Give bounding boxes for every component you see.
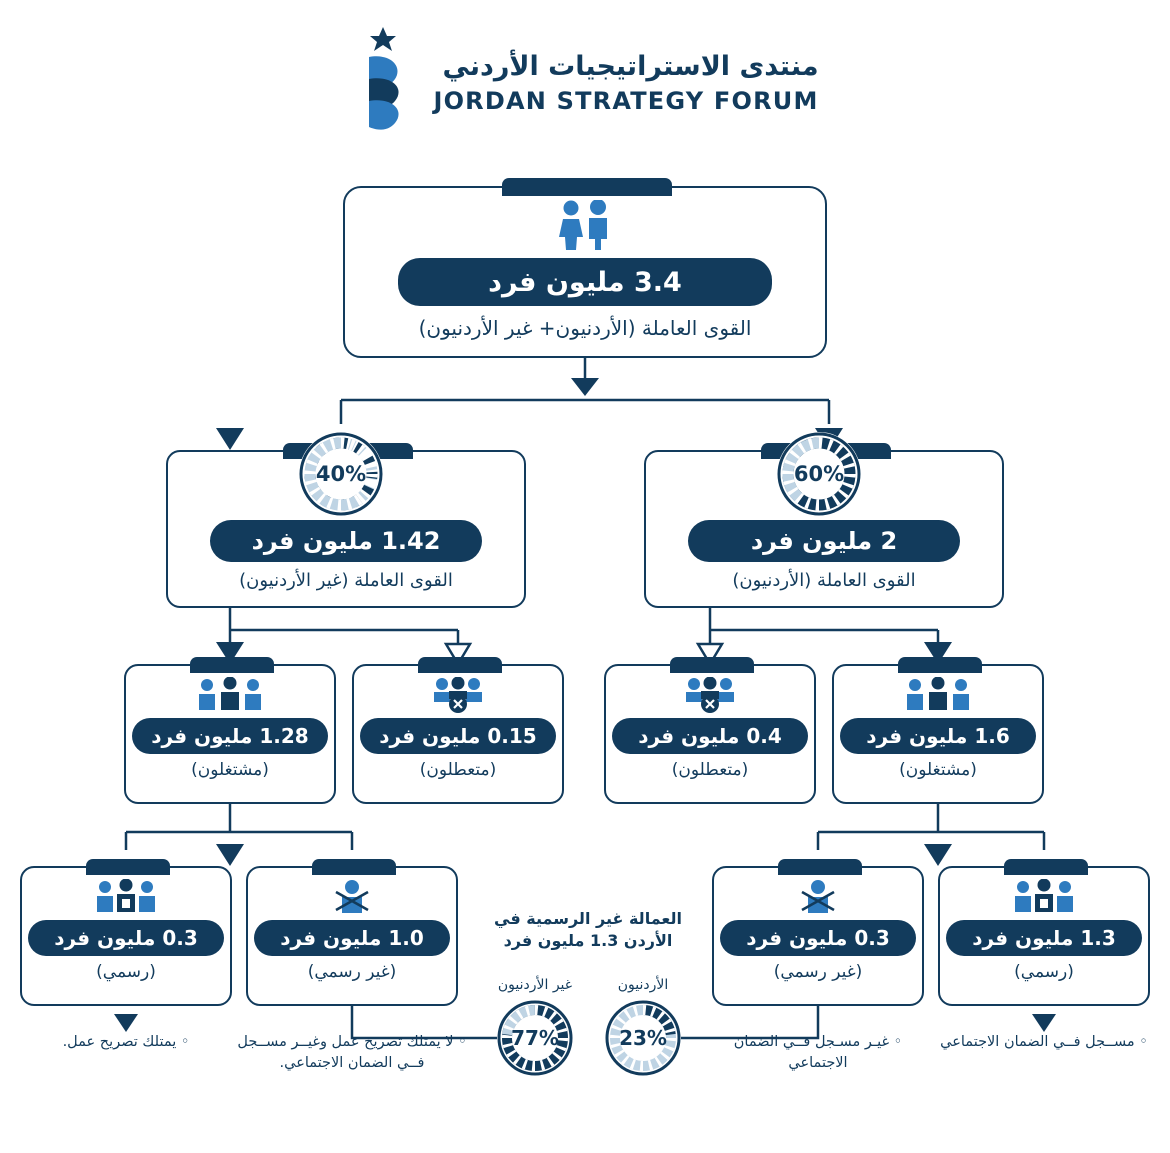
node-tab	[86, 859, 170, 875]
j-formal-value-pill: 1.3 مليون فرد	[946, 920, 1142, 956]
j-informal-caption: (غير رسمي)	[773, 962, 863, 982]
nj-unemployed-value-pill: 0.15 مليون فرد	[360, 718, 556, 754]
node-tab	[778, 859, 862, 875]
jordanian-value-pill: 2 مليون فرد	[688, 520, 960, 562]
group-x-icon	[678, 676, 742, 714]
jsf-logo-icon	[351, 27, 415, 139]
footnote-non-jordanian-informal: ◦ لا يمتلك تصريح عمل وغيــر مســجل فــي الضمان الاجتماعي.	[237, 1034, 467, 1072]
node-tab	[898, 657, 982, 673]
org-name-english: JORDAN STRATEGY FORUM	[433, 86, 819, 115]
worker-x-icon	[327, 878, 377, 916]
gauge-60-percent	[777, 432, 861, 516]
footnote-jordanian-informal: ◦ غيـر مسـجل فــي الضمان الاجتماعي	[733, 1034, 903, 1072]
nj-employed-caption: (مشتغلون)	[191, 760, 269, 780]
group-x-icon	[426, 676, 490, 714]
root-caption: القوى العاملة (الأردنيون+ غير الأردنيون)	[418, 316, 752, 340]
j-unemployed-value-pill: 0.4 مليون فرد	[612, 718, 808, 754]
node-jordanian-formal	[938, 866, 1150, 1006]
node-non-jordanian-employed	[124, 664, 336, 804]
gauge-77-side-label: غير الأردنيون	[497, 977, 573, 993]
node-tab	[312, 859, 396, 875]
node-total-labor-force	[343, 186, 827, 358]
worker-badge-icon	[91, 878, 161, 916]
gauge-77-label: 77%	[511, 1026, 559, 1050]
nj-informal-caption: (غير رسمي)	[307, 962, 397, 982]
nj-unemployed-caption: (متعطلون)	[419, 760, 497, 780]
node-non-jordanian-unemployed	[352, 664, 564, 804]
workers-group-icon	[902, 676, 974, 714]
j-unemployed-caption: (متعطلون)	[671, 760, 749, 780]
nj-formal-caption: (رسمي)	[96, 962, 156, 982]
node-non-jordanian-informal	[246, 866, 458, 1006]
gauge-23-side-label: الأردنيون	[617, 977, 669, 993]
gauge-60-label: 60%	[793, 462, 845, 486]
j-formal-caption: (رسمي)	[1014, 962, 1074, 982]
jordanian-caption: القوى العاملة (الأردنيون)	[732, 570, 916, 591]
worker-x-icon	[793, 878, 843, 916]
header	[0, 18, 1170, 148]
non-jordanian-value-pill: 1.42 مليون فرد	[210, 520, 482, 562]
worker-badge-icon	[1009, 878, 1079, 916]
gauge-77-percent	[497, 1000, 573, 1076]
gauge-40-percent	[299, 432, 383, 516]
root-value-pill: 3.4 مليون فرد	[398, 258, 772, 306]
org-name-arabic: منتدى الاستراتيجيات الأردني	[442, 50, 819, 82]
node-tab	[670, 657, 754, 673]
people-pair-icon	[548, 202, 622, 248]
j-employed-caption: (مشتغلون)	[899, 760, 977, 780]
node-tab	[1004, 859, 1088, 875]
gauge-23-label: 23%	[619, 1026, 667, 1050]
gauge-40-label: 40%	[315, 462, 367, 486]
gauge-23-percent	[605, 1000, 681, 1076]
j-informal-value-pill: 0.3 مليون فرد	[720, 920, 916, 956]
logo-text-block	[433, 51, 818, 116]
node-tab	[190, 657, 274, 673]
node-non-jordanian-formal	[20, 866, 232, 1006]
footnote-jordanian-formal: ◦ مســجل فــي الضمان الاجتماعي	[940, 1034, 1148, 1050]
node-jordanian-unemployed	[604, 664, 816, 804]
nj-employed-value-pill: 1.28 مليون فرد	[132, 718, 328, 754]
node-jordanian-employed	[832, 664, 1044, 804]
nj-informal-value-pill: 1.0 مليون فرد	[254, 920, 450, 956]
node-jordanian-informal	[712, 866, 924, 1006]
workers-group-icon	[194, 676, 266, 714]
node-tab	[418, 657, 502, 673]
informal-employment-total-annotation: العمالة غير الرسمية في الأردن 1.3 مليون فرد	[494, 909, 682, 951]
node-tab	[502, 178, 672, 196]
non-jordanian-caption: القوى العاملة (غير الأردنيون)	[239, 570, 453, 591]
nj-formal-value-pill: 0.3 مليون فرد	[28, 920, 224, 956]
j-employed-value-pill: 1.6 مليون فرد	[840, 718, 1036, 754]
footnote-non-jordanian-formal: ◦ يمتلك تصريح عمل.	[62, 1034, 190, 1050]
